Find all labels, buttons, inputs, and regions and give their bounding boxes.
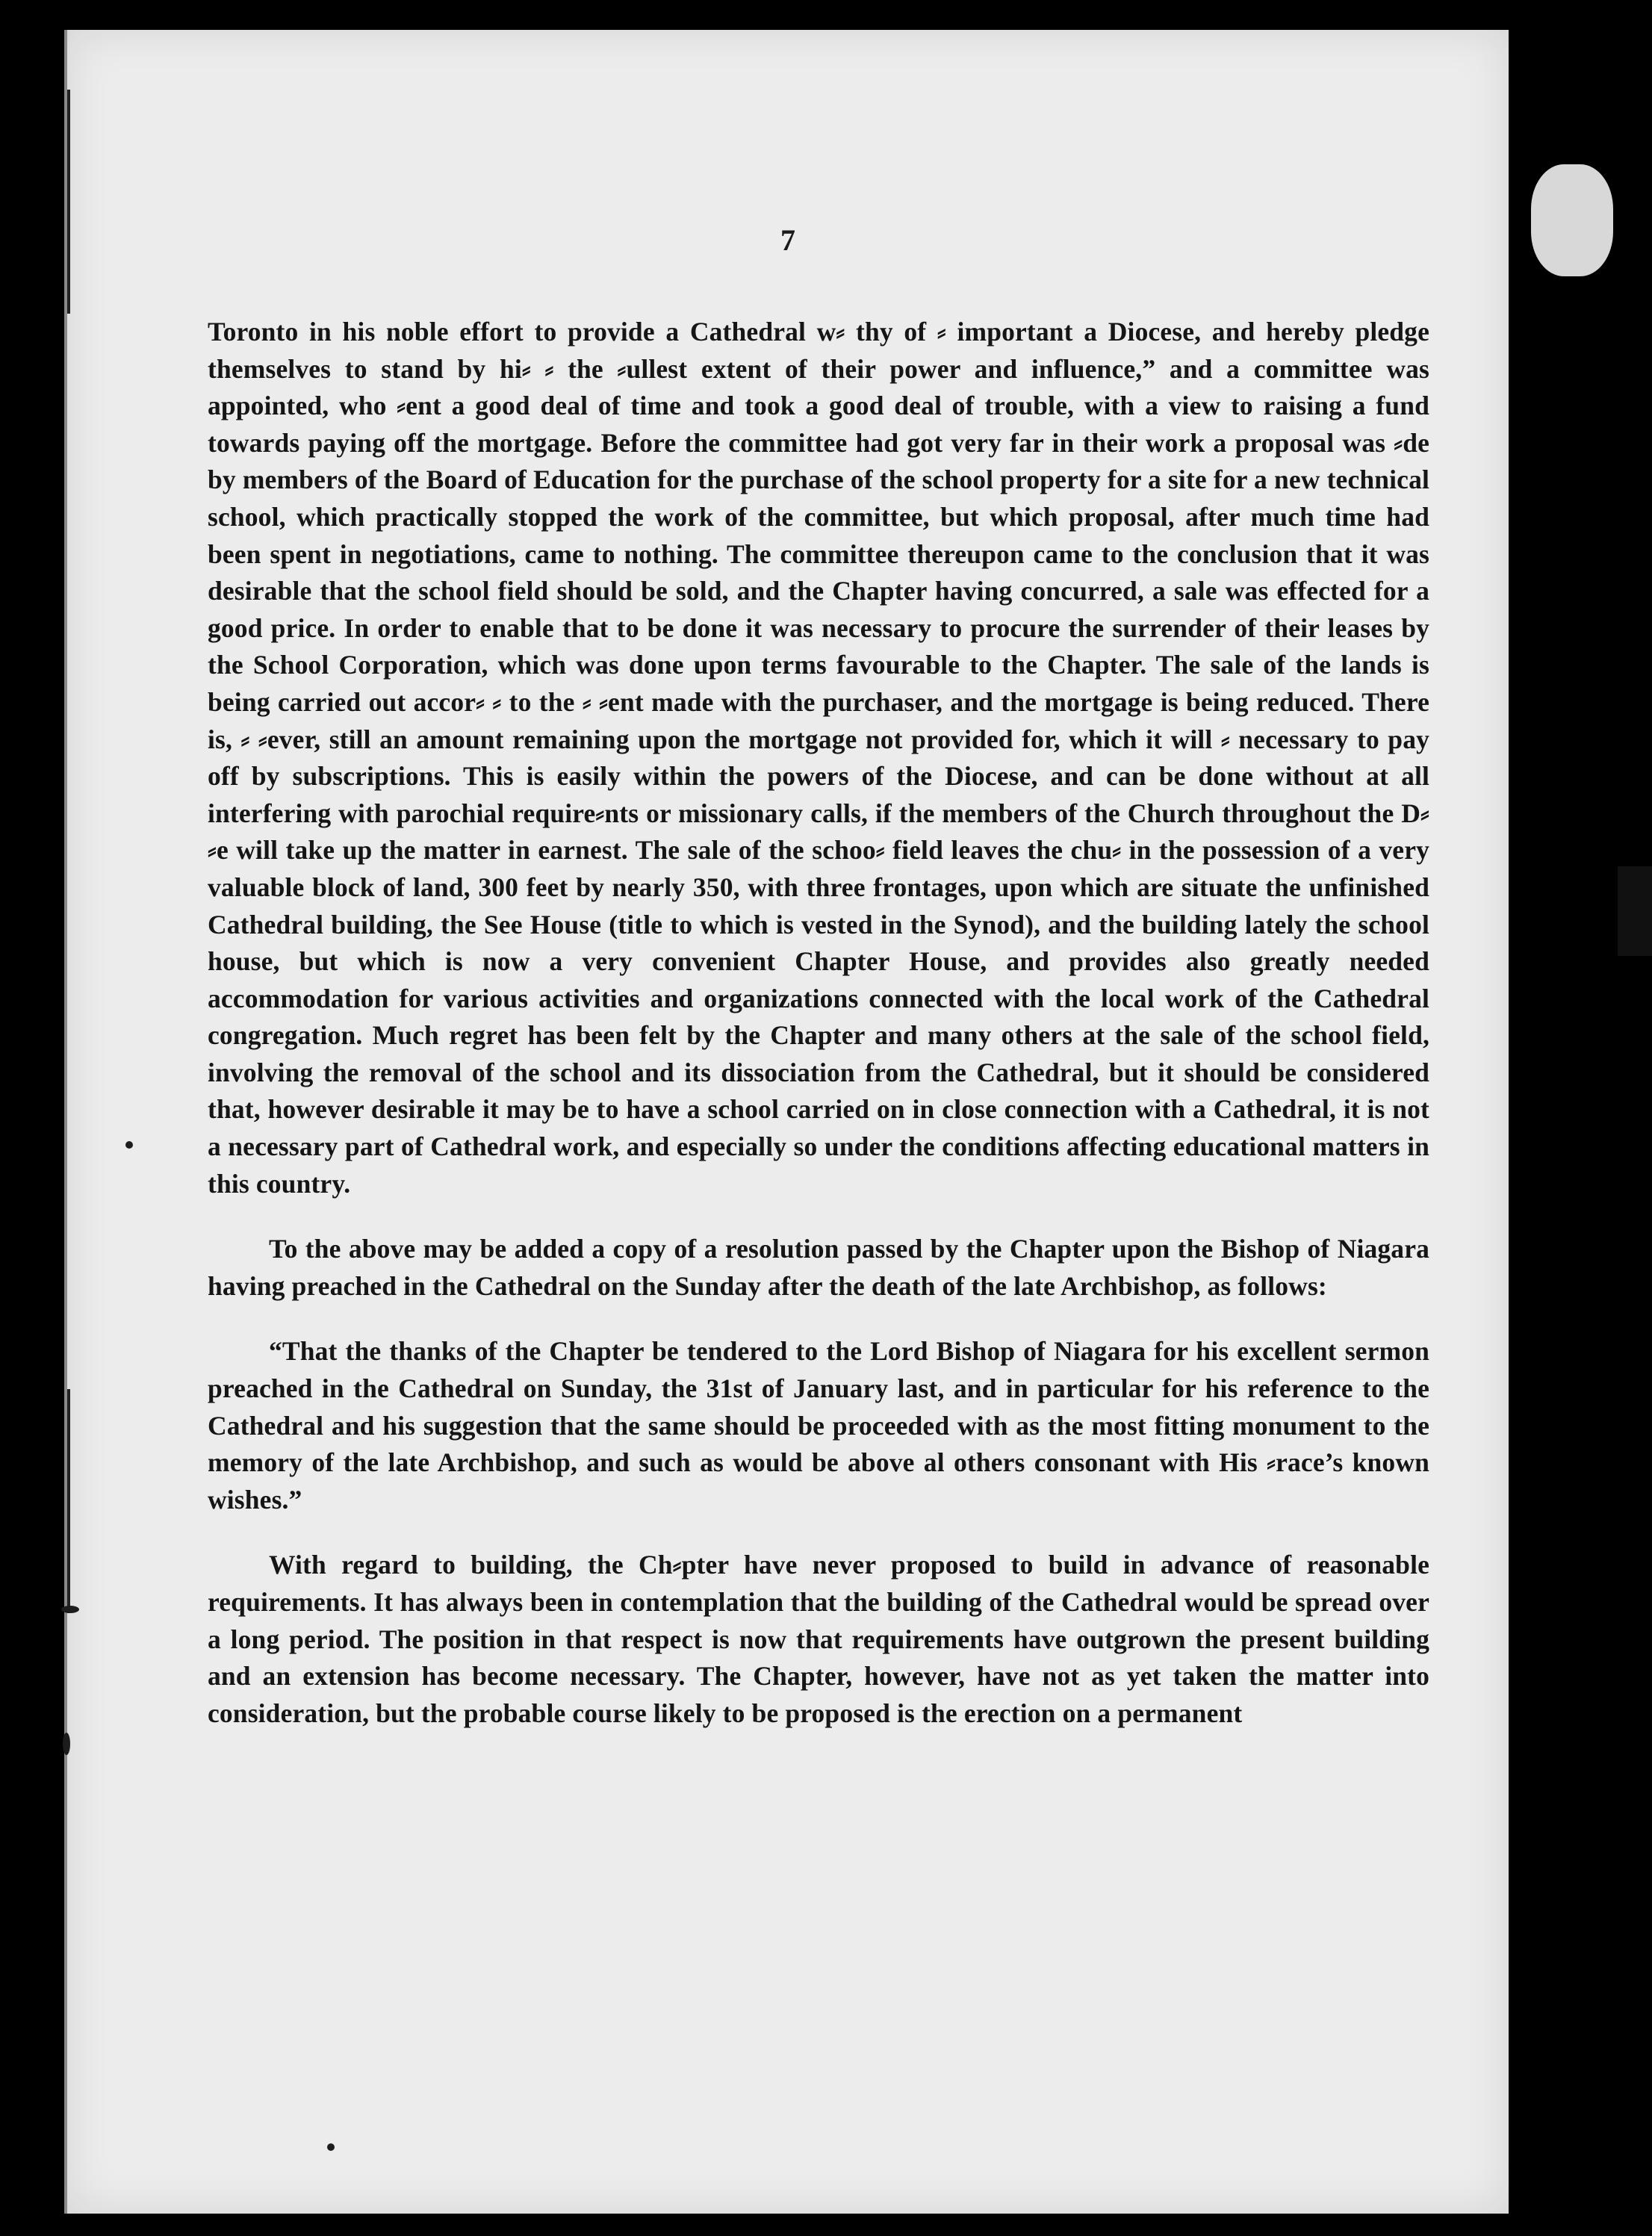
margin-mark xyxy=(61,1606,79,1613)
paragraph-resolution-intro: To the above may be added a copy of a resolution passed by the Chapter upon the Bishop of Niagara having preached in the Cathedral on the Sunday after the death of the late Archbishop, as follows: xyxy=(208,1234,1429,1301)
page-number: 7 xyxy=(780,223,795,257)
document-page xyxy=(64,30,1509,2214)
margin-dot xyxy=(327,2143,335,2151)
paper-damage-mark xyxy=(1531,164,1613,276)
margin-rule-top xyxy=(67,90,70,314)
paragraph-building: With regard to building, the Ch⸗pter have never proposed to build in advance of reasonable requirements. It has always been in contemplation that the building of the Cathedral would be spread over a long period. The position in that respect is now that requirements have outgrown the present building and an extension has become necessary. The Chapter, however, have not as yet taken the matter into consideration, but the probable course likely to be proposed is the erection on a permanent xyxy=(208,1550,1429,1728)
right-edge-tab xyxy=(1618,866,1652,956)
resolution-quote: “That the thanks of the Chapter be tendered to the Lord Bishop of Niagara for his excellent sermon preached in the Cathedral on Sunday, the 31st of January last, and in particular for his reference to the Cathedral and his suggestion that the same should be proceeded with as the most fitting monument to the memory of the late Archbishop, and such as would be above al others consonant with His ⸗race’s known wishes.” xyxy=(208,1336,1429,1515)
body-text xyxy=(208,314,1429,1732)
margin-rule-bottom xyxy=(67,1389,70,1613)
margin-mark xyxy=(63,1733,70,1755)
paragraph-continuation: Toronto in his noble effort to provide a Cathedral w⸗ thy of ⸗ important a Diocese, and hereby pledge themselves to stand by hi⸗ ⸗ the ⸗ullest extent of their power and influence,” and a committee was appointed, who ⸗ent a good deal of time and took a good deal of trouble, with a view to raising a fund towards paying off the mortgage. Before the committee had got very far in their work a proposal was ⸗de by members of the Board of Education for the purchase of the school property for a site for a new technical school, which practically stopped the work of the committee, but which proposal, after much time had been spent in negotiations, came to nothing. The committee thereupon came to the conclusion that it was desirable that the school field should be sold, and the Chapter having concurred, a sale was effected for a good price. In order to enable that to be done it was necessary to procure the surrender of their leases by the School Corporation, which was done upon terms favourable to the Chapter. The sale of the lands is being carried out accor⸗ ⸗ to the ⸗ ⸗ent made with the purchaser, and the mortgage is being reduced. There is, ⸗ ⸗ever, still an amount remaining upon the mortgage not provided for, which it will ⸗ necessary to pay off by subscriptions. This is easily within the powers of the Diocese, and can be done without at all interfering with parochial require⸗nts or missionary calls, if the members of the Church throughout the D⸗ ⸗e will take up the matter in earnest. The sale of the schoo⸗ field leaves the chu⸗ in the possession of a very valuable block of land, 300 feet by nearly 350, with three frontages, upon which are situate the unfinished Cathedral building, the See House (title to which is vested in the Synod), and the building lately the school house, but which is now a very convenient Chapter House, and provides also greatly needed accommodation for various activities and organizations connected with the local work of the Cathedral congregation. Much regret has been felt by the Chapter and many others at the sale of the school field, involving the removal of the school and its dissociation from the Cathedral, but it should be considered that, however desirable it may be to have a school carried on in close connection with a Cathedral, it is not a necessary part of Cathedral work, and especially so under the conditions affecting educational matters in this country. xyxy=(208,317,1429,1199)
margin-dot xyxy=(125,1141,133,1149)
